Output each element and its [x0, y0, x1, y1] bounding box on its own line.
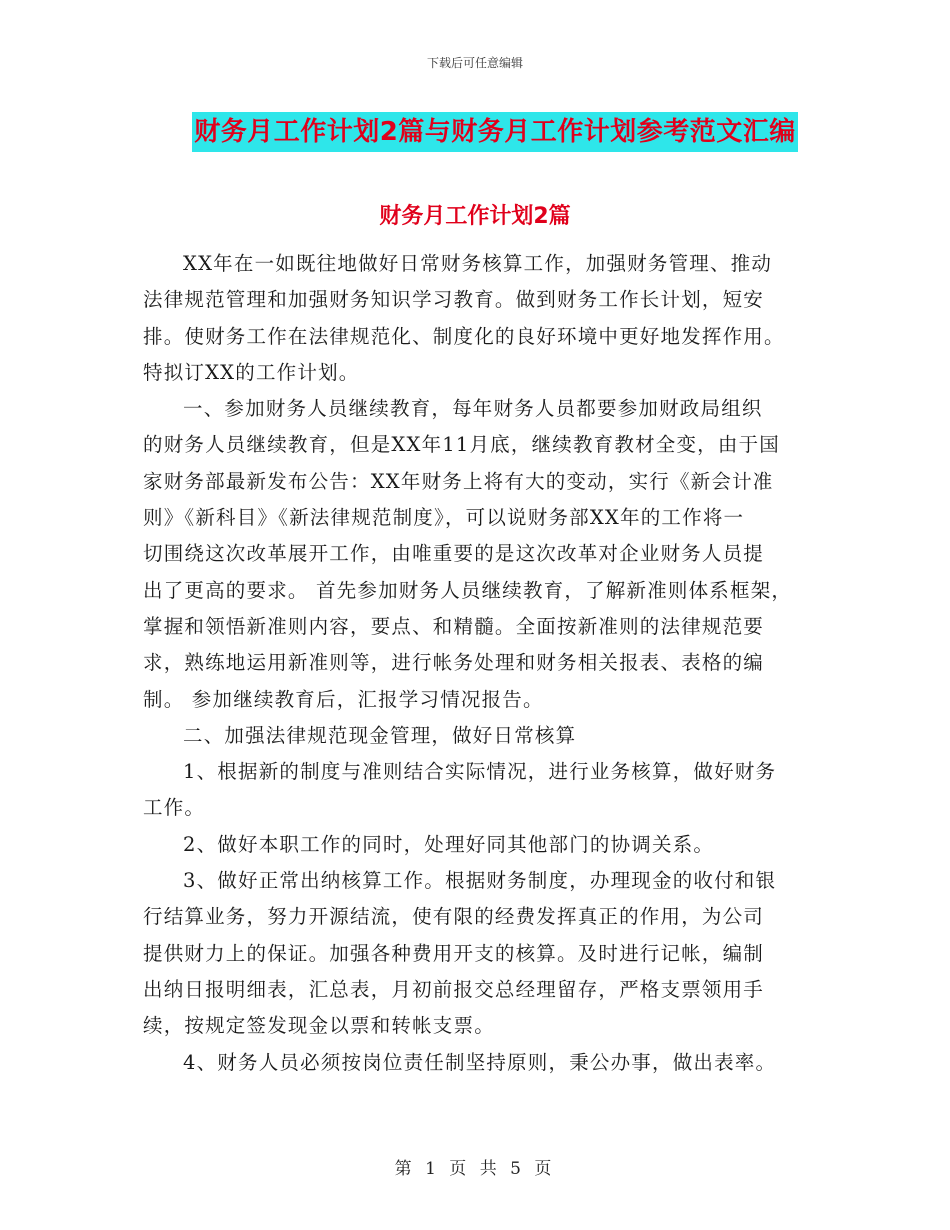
body-line: 二、加强法律规范现金管理，做好日常核算: [183, 723, 577, 747]
body-line: 出了更高的要求。 首先参加财务人员继续教育，了解新准则体系框架，: [143, 578, 793, 602]
page-number: 第 1 页 共 5 页: [394, 1159, 556, 1179]
body-line: 排。使财务工作在法律规范化、制度化的良好环境中更好地发挥作用。: [143, 324, 785, 348]
body-line: 法律规范管理和加强财务知识学习教育。做到财务工作长计划，短安: [143, 288, 765, 312]
body-line: 4、财务人员必须按岗位责任制坚持原则，秉公办事，做出表率。: [183, 1050, 777, 1074]
document-body: [143, 246, 813, 1081]
body-line: 1、根据新的制度与准则结合实际情况，进行业务核算，做好财务: [183, 760, 777, 784]
body-line: 出纳日报明细表，汇总表，月初前报交总经理留存，严格支票领用手: [143, 977, 765, 1001]
main-title-container: [0, 112, 950, 152]
body-line: 的财务人员继续教育，但是XX年11月底，继续教育教材全变，由于国: [143, 433, 780, 457]
body-line: 特拟订XX的工作计划。: [143, 360, 360, 384]
section-title: 财务月工作计划2篇: [379, 204, 571, 229]
main-title: 财务月工作计划2篇与财务月工作计划参考范文汇编: [192, 112, 798, 152]
body-line: 行结算业务，努力开源结流，使有限的经费发挥真正的作用，为公司: [143, 905, 765, 929]
body-line: 工作。: [143, 796, 206, 820]
body-line: 制。 参加继续教育后，汇报学习情况报告。: [143, 687, 544, 711]
body-line: 2、做好本职工作的同时，处理好同其他部门的协调关系。: [183, 832, 715, 856]
page-header-note: 下载后可任意编辑: [426, 56, 523, 70]
body-line: XX年在一如既往地做好日常财务核算工作，加强财务管理、推动: [183, 252, 773, 275]
body-line: 掌握和领悟新准则内容，要点、和精髓。全面按新准则的法律规范要: [143, 614, 765, 638]
body-line: 3、做好正常出纳核算工作。根据财务制度，办理现金的收付和银: [183, 869, 777, 893]
body-line: 求，熟练地运用新准则等，进行帐务处理和财务相关报表、表格的编: [143, 651, 765, 675]
body-line: 一、参加财务人员继续教育，每年财务人员都要参加财政局组织: [183, 397, 763, 421]
body-line: 则》《新科目》《新法律规范制度》，可以说财务部XX年的工作将一: [143, 506, 745, 530]
body-line: 提供财力上的保证。加强各种费用开支的核算。及时进行记帐，编制: [143, 941, 765, 965]
body-line: 切围绕这次改革展开工作，由唯重要的是这次改革对企业财务人员提: [143, 542, 765, 566]
body-line: 续，按规定签发现金以票和转帐支票。: [143, 1014, 495, 1038]
body-line: 家财务部最新发布公告：XX年财务上将有大的变动，实行《新会计准: [143, 469, 774, 493]
